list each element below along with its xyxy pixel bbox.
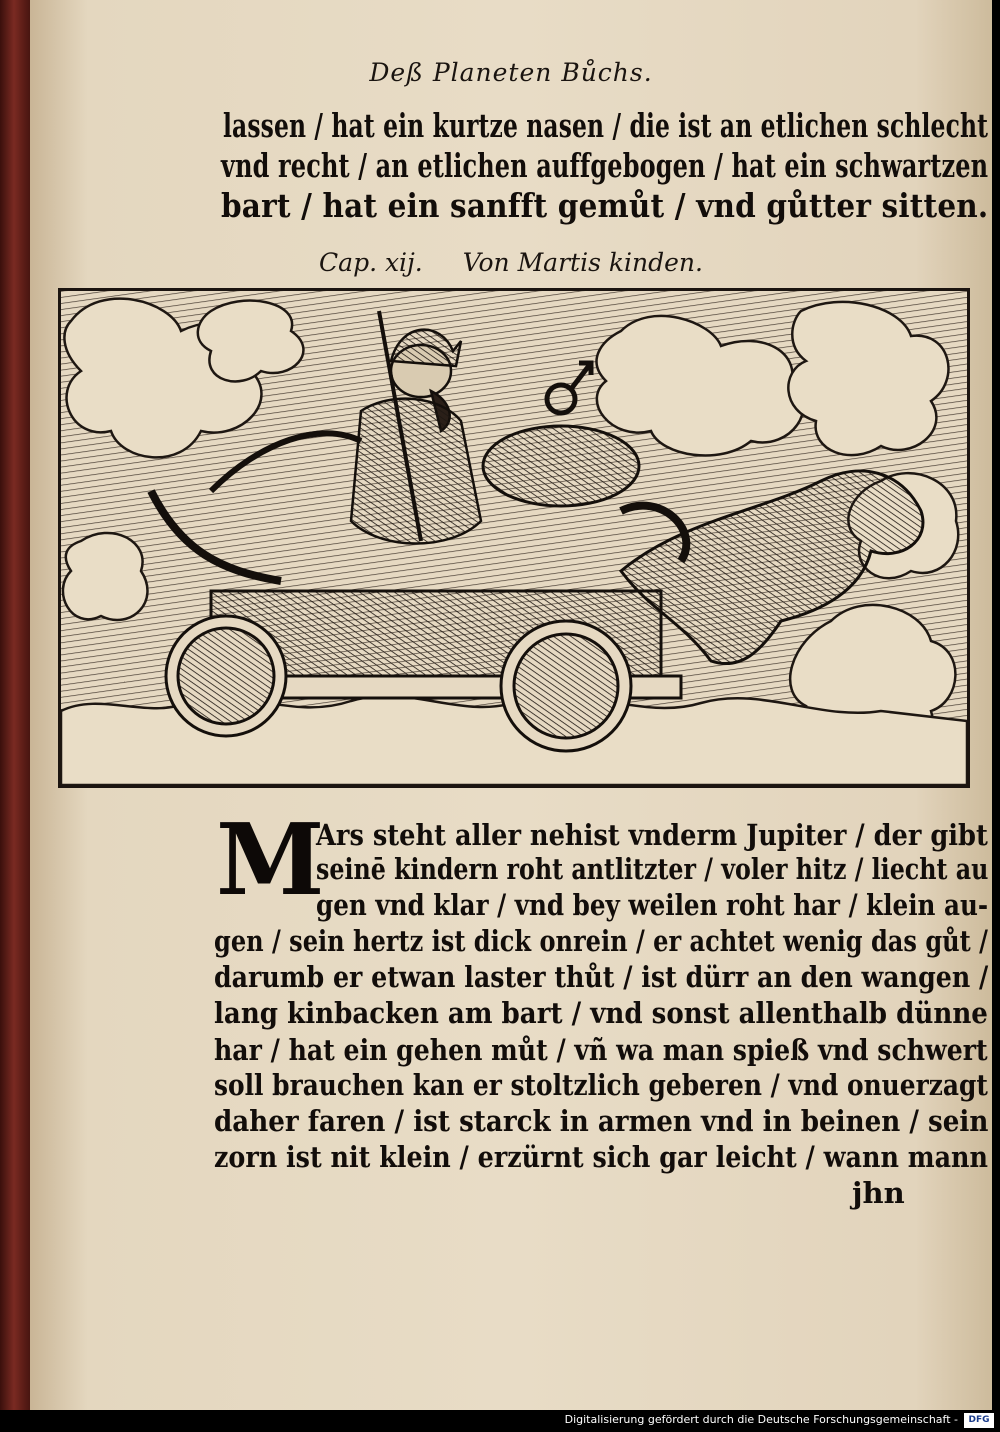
text-line: zorn ist nit klein / erzürnt sich gar leicht / wann mann [214, 1140, 988, 1174]
text-line: soll brauchen kan er stoltzlich geberen / vnd onuerzagt [214, 1068, 988, 1102]
text-line: har / hat ein gehen můt / vñ wa man spieß vnd schwert [214, 1033, 988, 1067]
woodcut-illustration [58, 288, 970, 788]
chapter-title: Von Martis kinden. [462, 248, 703, 277]
text-line: lang kinbacken am bart / vnd sonst allenthalb dünne [214, 996, 988, 1030]
text-line: vnd recht / an etlichen auffgebogen / hat ein schwartzen [221, 146, 989, 185]
chapter-heading [30, 248, 992, 277]
chapter-number: Cap. xij. [319, 248, 423, 277]
text-line: Ars steht aller nehist vnderm Jupiter / der gibt [316, 818, 988, 852]
catchword: jhn [852, 1176, 905, 1210]
footer-text: Digitalisierung gefördert durch die Deutsche Forschungsgemeinschaft - [564, 1413, 958, 1426]
drop-cap: M [216, 803, 325, 918]
text-line: gen vnd klar / vnd bey weilen roht har / klein au- [316, 888, 989, 922]
text-line: darumb er etwan laster thůt / ist dürr an den wangen / [214, 960, 989, 994]
footer-bar [0, 1410, 1000, 1432]
book-page [30, 0, 992, 1410]
text-line: bart / hat ein sanfft gemůt / vnd gůtter sitten. [221, 186, 989, 225]
text-line: gen / sein hertz ist dick onrein / er achtet wenig das gůt / [214, 924, 988, 958]
text-line: daher faren / ist starck in armen vnd in beinen / sein [214, 1104, 989, 1138]
text-line: lassen / hat ein kurtze nasen / die ist an etlichen schlecht [223, 106, 989, 145]
dfg-logo: DFG [964, 1413, 994, 1428]
running-head: Deß Planeten Bůchs. [369, 58, 653, 87]
text-line: seinē kindern roht antlitzter / voler hitz / liecht au [316, 852, 989, 886]
woodcut-drawing [61, 291, 967, 785]
